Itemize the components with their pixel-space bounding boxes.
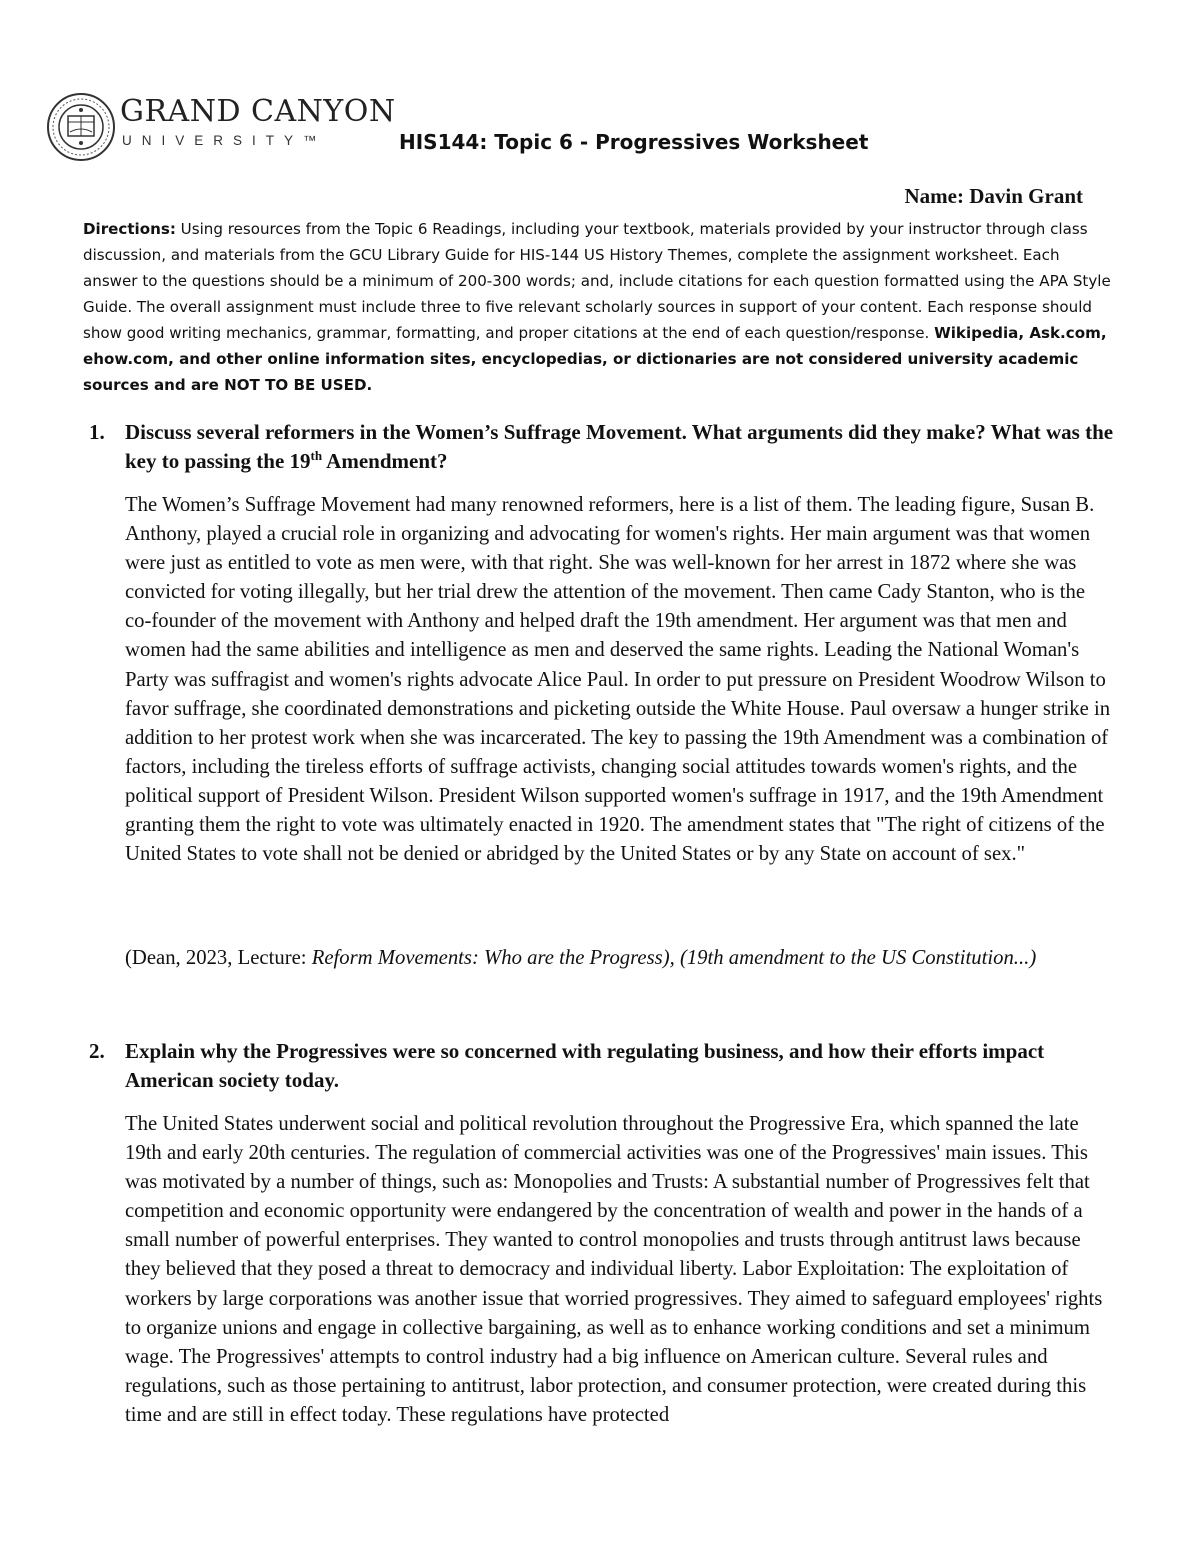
question-1-text bbox=[125, 418, 1125, 476]
question-1-text-part: Discuss several reformers in the Women’s Suffrage Movement. What arguments did they make? What was the key to passing the 19 bbox=[125, 420, 1114, 473]
answer-1-citation bbox=[125, 944, 1115, 973]
university-subtitle: UNIVERSITY™ bbox=[122, 133, 327, 148]
question-1-text-end: Amendment? bbox=[322, 449, 448, 473]
university-name: GRAND CANYON bbox=[120, 94, 396, 129]
worksheet-title: HIS144: Topic 6 - Progressives Worksheet bbox=[399, 130, 869, 154]
citation-italic-text: Reform Movements: Who are the Progress), (19th amendment to the US Constitution...) bbox=[311, 947, 1037, 969]
answer-1: The Women’s Suffrage Movement had many renowned reformers, here is a list of them. The leading figure, Susan B. Anthony, played a crucial role in organizing and advocating for women's rights. Her main argument was that women were just as entitled to vote as men were, with that right. She was well-known for her arrest in 1872 where she was convicted for voting illegally, but her trial drew the attention of the movement. Then came Cady Stanton, who is the co-founder of the movement with Anthony and helped draft the 19th amendment. Her argument was that men and women had the same abilities and intelligence as men and deserved the same rights. Leading the National Woman's Party was suffragist and women's rights advocate Alice Paul. In order to put pressure on President Woodrow Wilson to favor suffrage, she coordinated demonstrations and picketing outside the White House. Paul oversaw a hunger strike in addition to her protest work when she was incarcerated. The key to passing the 19th Amendment was a combination of factors, including the tireless efforts of suffrage activists, changing social attitudes towards women's rights, and the political support of President Wilson. President Wilson supported women's suffrage in 1917, and the 19th Amendment granting them the right to vote was ultimately enacted in 1920. The amendment states that "The right of citizens of the United States to vote shall not be denied or abridged by the United States or by any State on account of sex." bbox=[125, 494, 1111, 866]
university-logo bbox=[46, 92, 396, 162]
question-2-number: 2. bbox=[89, 1039, 105, 1063]
citation-text: (Dean, 2023, Lecture: bbox=[125, 947, 312, 969]
university-seal-icon bbox=[46, 92, 116, 162]
directions-text: Using resources from the Topic 6 Readings, including your textbook, materials provided by your instructor through class discussion, and materials from the GCU Library Guide for HIS-144 US History Themes, complete the assignment worksheet. Each answer to the questions should be a minimum of 200-300 words; and, include citations for each question formatted using the APA Style Guide. The overall assignment must include three to five relevant scholarly sources in support of your content. Each response should show good writing mechanics, grammar, formatting, and proper citations at the end of each question/response. bbox=[83, 220, 1111, 342]
question-1-number: 1. bbox=[89, 420, 105, 444]
answer-2: The United States underwent social and political revolution throughout the Progressive Era, which spanned the late 19th and early 20th centuries. The regulation of commercial activities was one of the Progressives' main issues. This was motivated by a number of things, such as: Monopolies and Trusts: A substantial number of Progressives felt that competition and economic opportunity were endangered by the concentration of wealth and power in the hands of a small number of powerful enterprises. They wanted to control monopolies and trusts through antitrust laws because they believed that they posed a threat to democracy and individual liberty. Labor Exploitation: The exploitation of workers by large corporations was another issue that worried progressives. They aimed to safeguard employees' rights to organize unions and engage in collective bargaining, as well as to enhance working conditions and set a minimum wage. The Progressives' attempts to control industry had a big influence on American culture. Several rules and regulations, such as those pertaining to antitrust, labor protection, and consumer protection, were created during this time and are still in effect today. These regulations have protected bbox=[125, 1113, 1103, 1426]
directions-label: Directions: bbox=[83, 220, 176, 238]
student-name: Name: Davin Grant bbox=[904, 184, 1083, 208]
question-1-superscript: th bbox=[310, 448, 323, 463]
directions-warning: Wikipedia, Ask.com, ehow.com, and other online information sites, encyclopedias, or dictionaries are not considered university academic sources and are NOT TO BE USED. bbox=[83, 324, 1107, 394]
directions-paragraph bbox=[83, 216, 1113, 398]
question-2-text: Explain why the Progressives were so concerned with regulating business, and how their efforts impact American society today. bbox=[125, 1039, 1045, 1092]
